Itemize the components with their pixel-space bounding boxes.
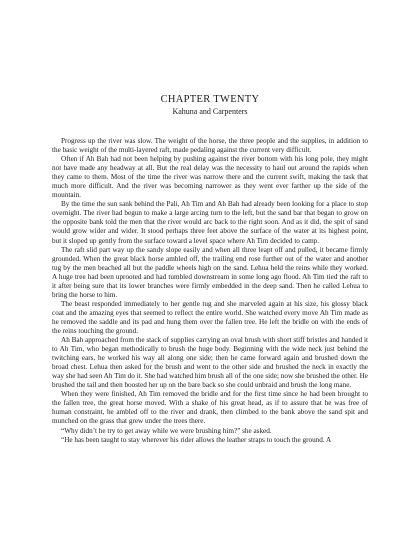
paragraph: “He has been taught to stay wherever his rider allows the leather straps to touch the ground. A — [61, 435, 332, 444]
paragraph: “Why didn’t he try to get away while we were brushing him?” she asked. — [61, 426, 272, 435]
paragraph: Progress up the river was slow. The weight of the horse, the three people and the supplies, in addition to the basic weight of the multi-layered raft, made pedaling against the current very difficult. — [52, 137, 368, 155]
paragraph: Ah Bah approached from the stack of supplies carrying an oval brush with short stiff bristles and handed it to Ah Tim, who began methodically to brush the huge body. Beginning with the wide neck just behind the twitching ears, he worked his way all along one side; then he came forward again and brushed down the broad chest. Lehua then asked for the brush and went to the other side and brushed the neck in exactly the way she had seen Ah Tim do it. She had watched him brush all of the one side; now she brushed the other. He brushed the tail and then boosted her up on the bare back so she could unbraid and brush the long mane. — [52, 336, 368, 390]
chapter-subtitle: Kahuna and Carpenters — [172, 107, 248, 116]
chapter-body — [52, 137, 368, 445]
paragraph: By the time the sun sank behind the Pali, Ah Tim and Ah Bah had already been looking for a place to stop overnight. The river had begun to make a large arcing turn to the left, but the sand bar that began to grow on the opposite bank told the men that the river would arc back to the right soon. And as it did, the spit of sand would grow wider and wider. It stood perhaps three feet above the surface of the water at its highest point, but it sloped up gently from the surface toward a level space where Ah Tim decided to camp. — [52, 200, 368, 245]
paragraph: Often if Ah Bah had not been helping by pushing against the river bottom with his long pole, they might not have made any headway at all. But the real delay was the necessity to haul out around the rapids when they came to them. Most of the time the river was narrow there and the current swift, making the task that much more difficult. And the river was becoming narrower as they went ever farther up the side of the mountain. — [52, 155, 368, 200]
chapter-title: CHAPTER TWENTY — [160, 94, 260, 105]
paragraph: When they were finished, Ah Tim removed the bridle and for the first time since he had been brought to the fallen tree, the great horse moved. With a shake of his great head, as if to assure that he was free of human constraint, he ambled off to the river and drank, then climbed to the bank above the sand spit and munched on the grass that grew under the trees there. — [52, 390, 368, 426]
paragraph: The raft slid part way up the sandy slope easily and when all three leapt off and pulled, it became firmly grounded. When the great black horse ambled off, the trailing end rose further out of the water and another tug by the men beached all but the paddle wheels high on the sand. Lehua held the reins while they worked. A huge tree had been uprooted and had tumbled downstream in some long ago flood. Ah Tim tied the raft to it after being sure that its lower branches were firmly embedded in the deep sand. Then he called Lehua to bring the horse to him. — [52, 245, 368, 299]
paragraph: The beast responded immediately to her gentle tug and she marveled again at his size, his glossy black coat and the amazing eyes that seemed to reflect the entire world. She watched every move Ah Tim made as he removed the saddle and its pad and hung them over the fallen tree. He left the bridle on with the ends of the reins touching the ground. — [52, 299, 368, 335]
